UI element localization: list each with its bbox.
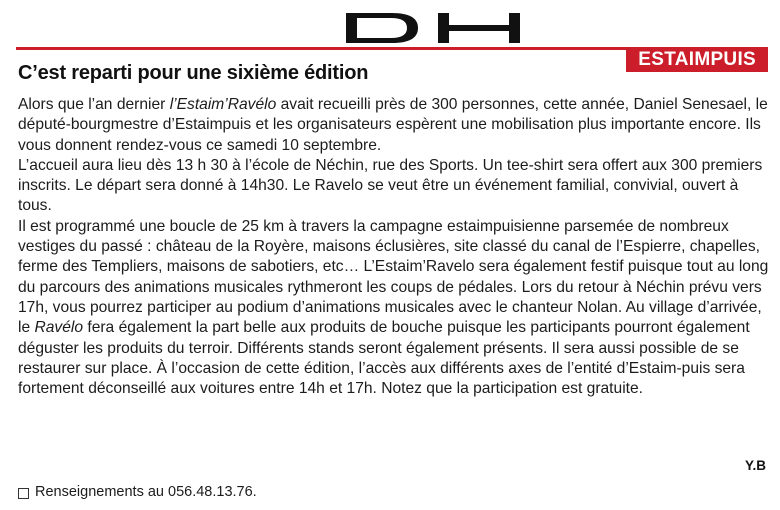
text-span: avait recueilli près de 300 personnes, cette année, Daniel Senesael, le député-bourgmestre d’Estaimpuis et les organisateurs espèrent une mobilisation plus importante encore. Ils vous donnent rendez-vous ce samedi 10 septembre. [18, 96, 768, 154]
event-name: Ravélo [34, 319, 84, 337]
paragraph-route [18, 217, 770, 400]
author-signature: Y.B [744, 458, 766, 473]
section-label: ESTAIMPUIS [626, 47, 768, 72]
text-span: Alors que l’an dernier [18, 96, 170, 113]
paragraph-intro [18, 95, 770, 156]
text-span: fera également la part belle aux produits de bouche puisque les participants pourront également déguster les produits du terroir. Différents stands seront également présents. Il sera aussi possible de se restaurer sur place. À l’occasion de cette édition, l’accès aux différents axes de l’entité d’Estaim-puis sera fortement déconseillé aux voitures entre 14h et 17h. Notez que la participation est gratuite. [18, 319, 750, 398]
text-span: Il est programmé une boucle de 25 km à travers la campagne estaimpuisienne parsemée de nombreux vestiges du passé : château de la Royère, maisons éclusières, site classé du canal de l’Espierre, chapelles, ferme des Templiers, maisons de sabotiers, etc… L’Estaim’Ravelo sera également festif puisque tout au long du parcours des animations musicales rythmeront les coups de pédales. Lors du retour à Néchin prévu vers 17h, vous pourrez participer au podium d’animations musicales avec le chanteur Nolan. Au village d’arrivée, le [18, 217, 769, 337]
article-body [18, 95, 770, 399]
event-name: l’Estaim’Ravélo [169, 96, 277, 113]
logo-letter-d [346, 13, 418, 43]
square-bullet-icon [18, 488, 29, 499]
info-text: Renseignements au 056.48.13.76. [35, 484, 257, 500]
paragraph-welcome: L’accueil aura lieu dès 13 h 30 à l’école de Néchin, rue des Sports. Un tee-shirt sera offert aux 300 premiers inscrits. Le départ sera donné à 14h30. Le Ravelo se veut être un événement familial, convivial, ouvert à tous. [18, 156, 763, 215]
logo-letter-h [438, 13, 520, 43]
info-line [18, 484, 257, 500]
article-headline: C’est reparti pour une sixième édition [18, 62, 369, 84]
dh-logo [344, 12, 522, 44]
